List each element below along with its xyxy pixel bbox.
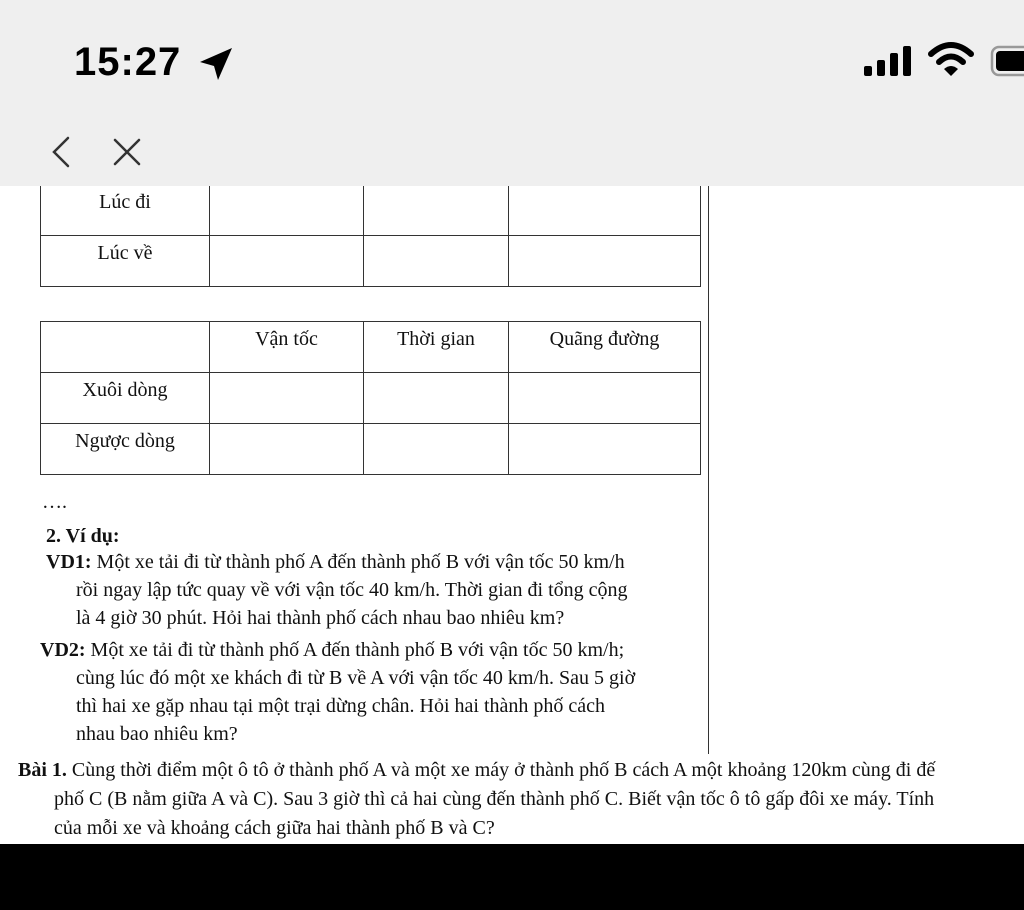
vd1-line-3: là 4 giờ 30 phút. Hỏi hai thành phố cách nhau bao nhiêu km? <box>76 607 565 629</box>
vd2-line-3: thì hai xe gặp nhau tại một trại dừng chân. Hỏi hai thành phố cách <box>76 695 606 717</box>
table-row <box>41 236 701 287</box>
column-header: Vận tốc <box>210 322 364 373</box>
table-header-row <box>41 322 701 373</box>
row-label: Lúc đi <box>41 186 210 236</box>
row-label: Xuôi dòng <box>41 373 210 424</box>
vd1-line-2: rồi ngay lập tức quay về với vận tốc 40 km/h. Thời gian đi tổng cộng <box>76 579 628 601</box>
stream-table <box>40 321 701 475</box>
vd2-label: VD2: <box>40 639 86 661</box>
trip-table <box>40 186 701 287</box>
vd2-line-2: cùng lúc đó một xe khách đi từ B về A với vận tốc 40 km/h. Sau 5 giờ <box>76 667 636 689</box>
close-icon[interactable] <box>110 134 144 170</box>
cellular-signal-icon <box>862 46 914 78</box>
location-arrow-icon <box>196 44 236 84</box>
document-image <box>0 186 1024 844</box>
status-time: 15:27 <box>74 40 182 84</box>
vd2-line-1: VD2: Một xe tải đi từ thành phố A đến thành phố B với vận tốc 50 km/h; <box>40 639 625 661</box>
navigation-bar <box>0 120 1024 186</box>
bai1-line-2: phố C (B nằm giữa A và C). Sau 3 giờ thì cả hai cùng đến thành phố C. Biết vận tốc ô tô gấp đôi xe máy. Tính <box>54 788 935 810</box>
column-header <box>41 322 210 373</box>
ellipsis: …. <box>42 491 67 513</box>
bai1-line-3: của mỗi xe và khoảng cách giữa hai thành phố B và C? <box>54 817 495 839</box>
back-chevron-icon[interactable] <box>46 134 76 170</box>
row-label: Ngược dòng <box>41 424 210 475</box>
column-header: Thời gian <box>364 322 509 373</box>
vd2-line-4: nhau bao nhiêu km? <box>76 723 238 745</box>
bottom-bar <box>0 844 1024 910</box>
vd1-label: VD1: <box>46 551 92 573</box>
row-label: Lúc về <box>41 236 210 287</box>
battery-icon <box>990 44 1024 78</box>
column-header: Quãng đường <box>509 322 701 373</box>
section-title: 2. Ví dụ: <box>46 525 120 547</box>
vd1-line-1: VD1: Một xe tải đi từ thành phố A đến thành phố B với vận tốc 50 km/h <box>46 551 625 573</box>
table-row <box>41 424 701 475</box>
bai1-line-1: Bài 1. Cùng thời điểm một ô tô ở thành phố A và một xe máy ở thành phố B cách A một khoảng 120km cùng đi đế <box>18 759 936 781</box>
bai1-label: Bài 1. <box>18 759 67 781</box>
table-row <box>41 373 701 424</box>
wifi-icon <box>928 42 974 78</box>
table-row <box>41 186 701 236</box>
